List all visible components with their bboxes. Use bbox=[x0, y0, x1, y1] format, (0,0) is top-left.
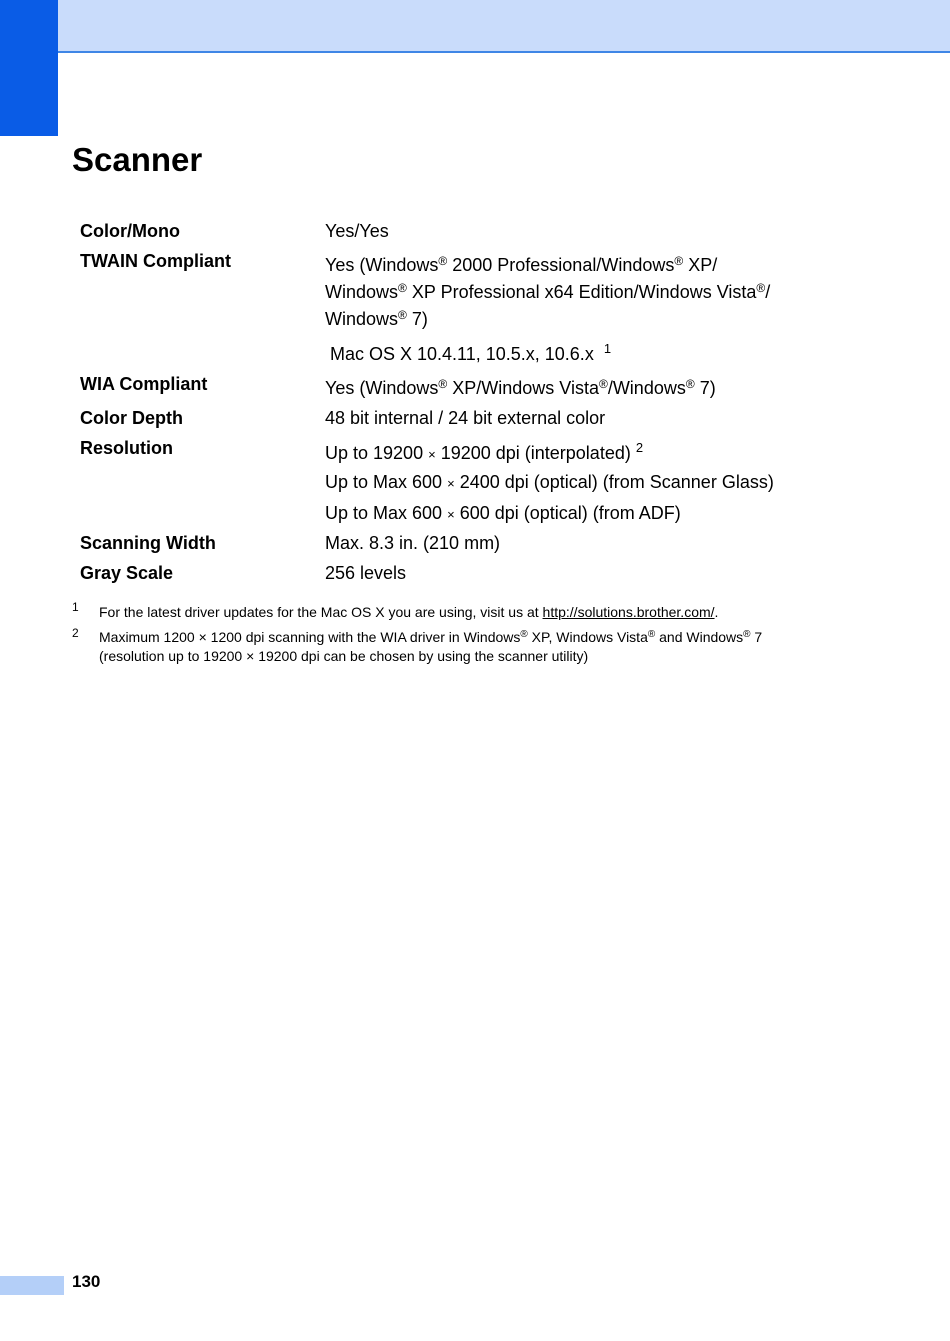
spec-value-twain-line1: Yes (Windows® 2000 Professional/Windows® XP/ bbox=[325, 254, 718, 275]
spec-value-scanning-width: Max. 8.3 in. (210 mm) bbox=[325, 533, 501, 553]
spec-label-scanning-width: Scanning Width bbox=[80, 533, 216, 553]
footnote-2-number: 2 bbox=[72, 626, 79, 640]
spec-value-twain-line2: Windows® XP Professional x64 Edition/Windows Vista®/ bbox=[325, 281, 771, 302]
footnote-1-number: 1 bbox=[72, 600, 79, 614]
brother-solutions-link[interactable]: http://solutions.brother.com/ bbox=[542, 604, 715, 620]
spec-value-resolution-line3: Up to Max 600 × 600 dpi (optical) (from ADF) bbox=[325, 503, 681, 523]
footnote-2-line1: Maximum 1200 × 1200 dpi scanning with the WIA driver in Windows® XP, Windows Vista® and Windows® 7 bbox=[99, 629, 763, 645]
page-title: Scanner bbox=[72, 141, 203, 178]
spec-value-color-mono: Yes/Yes bbox=[325, 221, 389, 241]
footnote-ref-2: 2 bbox=[635, 440, 644, 455]
footer-bar bbox=[0, 1276, 64, 1295]
page-number: 130 bbox=[72, 1272, 101, 1291]
spec-value-color-depth: 48 bit internal / 24 bit external color bbox=[325, 408, 606, 428]
spec-label-color-mono: Color/Mono bbox=[80, 221, 180, 241]
footnote-1: For the latest driver updates for the Mac OS X you are using, visit us at http://solutions.brother.com/. bbox=[99, 604, 719, 620]
footnote-2-line2: (resolution up to 19200 × 19200 dpi can be chosen by using the scanner utility) bbox=[99, 648, 589, 664]
spec-value-resolution-line1: Up to 19200 × 19200 dpi (interpolated) $^2$ bbox=[325, 440, 644, 463]
chapter-tab bbox=[0, 0, 58, 136]
spec-label-gray-scale: Gray Scale bbox=[80, 563, 174, 583]
spec-label-twain: TWAIN Compliant bbox=[80, 251, 231, 271]
spec-label-wia: WIA Compliant bbox=[80, 374, 208, 394]
spec-value-wia: Yes (Windows® XP/Windows Vista®/Windows® 7) bbox=[325, 377, 716, 398]
spec-value-twain-mac: Mac OS X 10.4.11, 10.5.x, 10.6.x $^1$ bbox=[330, 341, 612, 364]
spec-value-gray-scale: 256 levels bbox=[325, 563, 407, 583]
spec-label-color-depth: Color Depth bbox=[80, 408, 183, 428]
header-band bbox=[0, 0, 950, 53]
footnote-ref-1: 1 bbox=[603, 341, 612, 356]
spec-value-twain-line3: Windows® 7) bbox=[325, 308, 428, 329]
spec-label-resolution: Resolution bbox=[80, 438, 173, 458]
spec-value-resolution-line2: Up to Max 600 × 2400 dpi (optical) (from Scanner Glass) bbox=[325, 472, 774, 492]
